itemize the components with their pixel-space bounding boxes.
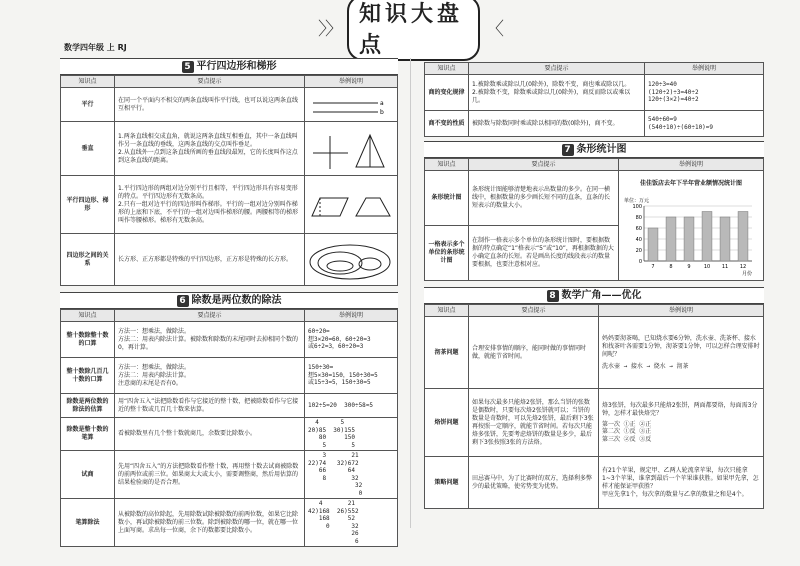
knowledge-cell: 商不变的性质 [425, 111, 469, 137]
key-cell: 条形统计图能够清楚地表示出数量的多少。在同一横线中，根据数量的多少画长短不同的直条，直条的长短表示的数量大小。 [469, 171, 619, 226]
key-cell: 长方形、正方形都是特殊的平行四边形，正方形是特殊的长方形。 [115, 234, 305, 286]
section-5-title [60, 58, 398, 75]
section-title-text: 条形统计图 [576, 143, 627, 155]
parallelogram-trapezoid-figure [308, 192, 394, 222]
key-cell: 先用“四舍五入”的方法把除数看作整十数，再用整十数去试商被除数的前两位或前三位。如果商太大或太小，需要调整商，然后用估算的结果检验商的是否合理。 [115, 451, 305, 499]
quadrilateral-relation-figure [308, 243, 394, 281]
knowledge-cell: 四边形之间的关系 [61, 234, 115, 286]
section-5-table [60, 75, 398, 286]
example-cell [599, 457, 764, 509]
col-header: 要点提示 [469, 159, 619, 171]
knowledge-cell: 垂直 [61, 122, 115, 176]
key-cell: 从被除数的高位除起，先用除数试除被除数的前两位数，如果它比除数小，再试除被除数的前三位数。除到被除数的哪一位，就在哪一位上面写商。求出每一位商，余下的数都要比除数小。 [115, 499, 305, 547]
col-header: 知识点 [425, 63, 469, 75]
col-header: 举例说明 [645, 63, 764, 75]
y-tick-label: 60 [635, 226, 642, 232]
decor-arrows-right-icon: 〈 [486, 19, 502, 40]
bar-10 [702, 212, 712, 262]
example-cell [599, 389, 764, 457]
example-cell: 4 21 42)168 26)552 168 52 0 32 26 6 [305, 499, 398, 547]
example-cell: 540÷60=9 (540÷10)÷(60÷10)=9 [645, 111, 764, 137]
col-header: 举例说明 [619, 159, 764, 171]
page-title: 知识大盘点 [347, 0, 480, 61]
chart-title: 佳佳饭店去年下半年营业额情况统计图 [639, 180, 742, 187]
col-header: 知识点 [61, 310, 115, 322]
key-cell: 用“四舍五入”法把除数看作与它接近的整十数，把被除数看作与它接近的整十数或几百几十数来估算。 [115, 394, 305, 418]
example-text: 妈妈要沏茶喝，已知烧水要6分钟，洗水壶、洗茶杯、接水和找茶叶各需要1分钟，沏茶要1分钟，可以怎样合理安排时间呢？ [602, 334, 760, 358]
key-cell: 方法一：想乘法，做除法。 方法二：用表内除法计算。 注意商的末尾是否有0。 [115, 358, 305, 394]
y-tick-label: 100 [632, 204, 642, 210]
example-cell: 3 21 22)74 32)672 66 64 8 32 32 0 [305, 451, 398, 499]
knowledge-cell: 平行 [61, 88, 115, 122]
col-header: 要点提示 [469, 305, 599, 317]
knowledge-cell: 条形统计图 [425, 171, 469, 226]
example-cell [305, 122, 398, 176]
key-cell: 方法一：想乘法，做除法。 方法二：用表内除法计算。被除数和除数的末尾同时去掉相同个数的0，再计算。 [115, 322, 305, 358]
example-cell: 4 5 20)85 30)155 80 150 5 5 [305, 418, 398, 451]
y-axis-label: 单位：万元 [624, 198, 650, 204]
key-cell: 在同一个平面内不相交的两条直线叫作平行线，也可以说这两条直线互相平行。 [115, 88, 305, 122]
tea-flow: 洗水壶 → 接水 → 烧水 → 沏茶 [602, 362, 689, 370]
col-header: 知识点 [61, 76, 115, 88]
col-header: 要点提示 [115, 76, 305, 88]
example-cell: 102÷5≈20 300÷58≈5 [305, 394, 398, 418]
section-8-table [424, 304, 764, 509]
x-tick-label: 10 [703, 264, 711, 270]
section-8-title [424, 287, 764, 304]
knowledge-cell: 除数是整十数的笔算 [61, 418, 115, 451]
key-cell: 1.两条直线相交成直角，就说这两条直线互相垂直，其中一条直线叫作另一条直线的垂线，这两条直线的交点叫作垂足。 2.从直线外一点到这条直线所画的垂直线段最短，它的长度叫作这点到这条直线的距离。 [115, 122, 305, 176]
knowledge-cell: 除数是两位数的除法的估算 [61, 394, 115, 418]
y-tick-label: 40 [635, 237, 642, 243]
knowledge-cell: 烙饼问题 [425, 389, 469, 457]
section-title-text: 平行四边形和梯形 [196, 60, 277, 72]
key-cell: 看被除数里有几个整十数就商几，余数要比除数小。 [115, 418, 305, 451]
example-cell [305, 234, 398, 286]
left-column [60, 58, 398, 547]
section-title-text: 数学广角——优化 [561, 289, 642, 301]
y-tick-label: 0 [638, 259, 642, 265]
x-tick-label: 11 [721, 264, 729, 270]
key-cell: 1.平行四边形的两组对边分别平行且相等，平行四边形具有容易变形的特点。平行四边形有无数条高。 2.只有一组对边平行的四边形叫作梯形。平行的一组对边分别叫作梯形的上底和下底，不平行的一组对边叫作梯形的腰。两腰相等的梯形叫作等腰梯形。梯形有无数条高。 [115, 176, 305, 234]
col-header: 举例说明 [599, 305, 764, 317]
x-tick-label: 12 [739, 264, 747, 270]
svg-text:a: a [380, 100, 384, 107]
section-7-title [424, 141, 764, 158]
knowledge-cell: 平行四边形、梯形 [61, 176, 115, 234]
column-divider [410, 58, 411, 528]
y-tick-label: 20 [635, 248, 642, 254]
perpendicular-figure [308, 131, 394, 171]
example-text: 有21个苹果，规定甲、乙两人轮流拿苹果，每次只能拿1~3个苹果，谁拿到最后一个苹果谁获胜。如果甲先拿，怎样才能保证甲获胜？ [602, 466, 759, 490]
key-cell: 田忌赛马中，为了比赛时的双方，选择利多弊少的最优策略，使劣势变为优势。 [469, 457, 599, 509]
right-column [424, 62, 764, 509]
bar-7 [648, 228, 658, 261]
knowledge-cell: 策略问题 [425, 457, 469, 509]
key-cell: 被除数与除数同时乘或除以相同的数(0除外)，商不变。 [469, 111, 645, 137]
knowledge-cell: 整十数除整十数的口算 [61, 322, 115, 358]
col-header: 举例说明 [305, 310, 398, 322]
svg-text:b: b [380, 109, 384, 116]
section-6-table [60, 309, 398, 547]
section-title-text: 除数是两位数的除法 [191, 294, 282, 306]
key-cell: 如果每次最多只能烙2张饼，那么当饼的张数是偶数时，只要每次烙2张饼就可以；当饼的数量是奇数时，可以先烙2张饼，最后剩下3张再按照一定顺序，就能节省时间。若每次只能烙多张饼，先要考虑烙饼的数量是多少，最后剩下3张按照3张的方法烙。 [469, 389, 599, 457]
bar-12 [738, 212, 748, 262]
grade-label: 数学四年级 上 RJ [64, 43, 127, 52]
decor-arrows-left-icon: 〉〉 [318, 19, 341, 40]
section-6-title [60, 292, 398, 309]
key-cell: 1.被除数乘或除以几(0除外)，除数不变，商也乘或除以几。 2.被除数不变，除数乘或除以几(0除外)，商反而除以或乘以几。 [469, 75, 645, 111]
key-cell: 合理安排事情的顺序，能同时做的事情同时做，就能节省时间。 [469, 317, 599, 389]
section-number: 6 [177, 295, 189, 307]
example-cell: 150÷30= 想5×30=150，150÷30=5 或15÷3=5，150÷30=5 [305, 358, 398, 394]
section-number: 8 [547, 290, 559, 302]
bar-11 [720, 217, 730, 261]
col-header: 知识点 [425, 159, 469, 171]
strategy-answer: 甲应先拿1个，每次拿的数量与乙拿的数量之和是4个。 [602, 490, 748, 498]
section-number: 7 [562, 144, 574, 156]
knowledge-cell: 整十数除几百几十数的口算 [61, 358, 115, 394]
bar-9 [684, 217, 694, 261]
x-tick-label: 7 [651, 264, 655, 270]
example-cell: 60÷20= 想3×20=60，60÷20=3 或6÷2=3，60÷20=3 [305, 322, 398, 358]
example-text: 烙3张饼，每次最多只能烙2张饼，两面都要烙，每面需3分钟，怎样才最快烙完？ [602, 401, 758, 417]
example-cell [305, 88, 398, 122]
pancake-table: 第一次 ①正 ②正 第二次 ①反 ③正 第三次 ②反 ③反 [602, 420, 652, 443]
x-axis-label: 月份 [741, 271, 752, 276]
y-tick-label: 80 [635, 215, 642, 221]
bar-chart [622, 196, 762, 276]
x-tick-label: 8 [669, 264, 673, 270]
quotient-table [424, 62, 764, 137]
section-7-table [424, 158, 764, 281]
example-cell [619, 171, 764, 281]
parallel-lines-figure [308, 97, 388, 117]
knowledge-cell: 笔算除法 [61, 499, 115, 547]
example-cell [305, 176, 398, 234]
knowledge-cell: 沏茶问题 [425, 317, 469, 389]
example-cell [599, 317, 764, 389]
example-cell: 120÷3=40 (120÷2)÷3=40÷2 120÷(3×2)=40÷2 [645, 75, 764, 111]
col-header: 要点提示 [115, 310, 305, 322]
knowledge-cell: 一格表示多个单位的条形统计图 [425, 226, 469, 281]
col-header: 要点提示 [469, 63, 645, 75]
key-cell: 在制作一格表示多个单位的条形统计图时，要根据数据的特点确定“1”格表示“5”或“10”，再根据数据的大小确定直条的长短。若是画出长度的线段表示的数量要根据，也要注意相对应。 [469, 226, 619, 281]
col-header: 知识点 [425, 305, 469, 317]
banner [312, 2, 508, 58]
x-tick-label: 9 [687, 264, 691, 270]
knowledge-cell: 商的变化规律 [425, 75, 469, 111]
knowledge-cell: 试商 [61, 451, 115, 499]
col-header: 举例说明 [305, 76, 398, 88]
bar-8 [666, 217, 676, 261]
section-number: 5 [182, 61, 194, 73]
